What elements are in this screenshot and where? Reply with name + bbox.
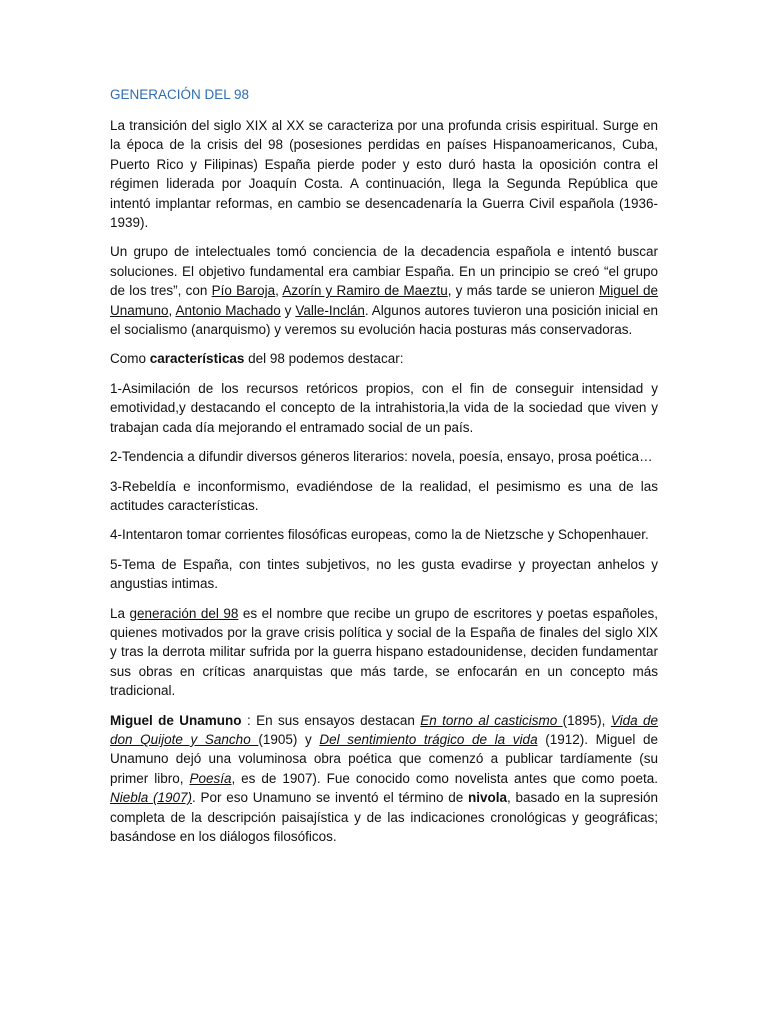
text-run: , y más tarde se unieron — [447, 283, 599, 299]
document-title: GENERACIÓN DEL 98 — [110, 87, 250, 102]
work-title[interactable]: Vida de don Quijote y Sancho — [110, 712, 659, 747]
text-run: , basado en la supresión completa de la descripción paisajística y de las indicaciones cronológicas y geográficas; basándose en los diálogos filosóficos. — [110, 790, 658, 844]
intellectuals-paragraph — [110, 242, 658, 339]
characteristic-item-5: 5-Tema de España, con tintes subjetivos, no les gusta evadirse y proyectan anhelos y angustias intimas. — [110, 556, 658, 592]
text-run: es el nombre que recibe un grupo de escritores y poetas españoles, quienes motivados por la grave crisis política y social de la España de finales del siglo XlX y tras la derrota militar sufrida por la guerra hispano estadounidense, deciden fundamentar sus obras en críticas anarquistas que más tarde, se enfocarán en un concepto más tradicional. — [110, 605, 658, 699]
text-run: . Algunos autores tuvieron una posición inicial en el socialismo (anarquismo) y veremos su evolución hacia posturas más conservadoras. — [110, 302, 658, 338]
definition-paragraph — [110, 604, 658, 701]
text-run: Un grupo de intelectuales tomó conciencia de la decadencia española e intentó buscar soluciones. El objetivo fundamental era cambiar España. En un principio se creó “el grupo de los tres”, con — [110, 244, 658, 299]
text-run: (1895), — [562, 712, 611, 728]
characteristic-item-2: 2-Tendencia a difundir diversos géneros literarios: novela, poesía, ensayo, prosa poética… — [110, 449, 653, 465]
bold-term: nivola — [467, 790, 507, 806]
work-title[interactable]: Niebla (1907) — [110, 790, 193, 806]
work-title[interactable]: Del sentimiento trágico de la vida — [319, 731, 538, 747]
characteristic-item-1: 1-Asimilación de los recursos retóricos propios, con el fin de conseguir intensidad y emotividad,y destacando el concepto de la intrahistoria,la vida de la sociedad que viven y trabajan cada día mejorando el entramado social de un país. — [110, 380, 658, 435]
characteristic-item-3: 3-Rebeldía e inconformismo, evadiéndose de la realidad, el pesimismo es una de las actitudes características. — [110, 478, 658, 513]
link-azorin-maeztu[interactable]: Azorín y Ramiro de Maeztu — [282, 283, 448, 299]
characteristic-item-4: 4-Intentaron tomar corrientes filosóficas europeas, como la de Nietzsche y Schopenhauer. — [110, 527, 649, 543]
text-run: , es de 1907). Fue conocido como novelista antes que como poeta. — [231, 770, 658, 786]
characteristics-intro — [110, 349, 658, 368]
work-title[interactable]: En torno al casticismo — [420, 712, 563, 728]
intro-paragraph: La transición del siglo XIX al XX se caracteriza por una profunda crisis espiritual. Surge en la época de la crisis del 98 (posesiones perdidas en países Hispanoamericanos, Cuba, Puerto Rico y Filipinas) España pierde poder y esto duró hasta la oposición contra el régimen liderada por Joaquín Costa. A continuación, llega la Segunda República que intentó implantar reformas, en cambio se desencadenaría la Guerra Civil española (1936-1939). — [110, 118, 658, 231]
text-run: La — [110, 605, 130, 621]
bold-term: características — [149, 351, 245, 367]
link-antonio-machado[interactable]: Antonio Machado — [175, 302, 281, 318]
link-miguel-de-unamuno[interactable]: Miguel de Unamuno — [110, 283, 658, 318]
text-run: (1912). Miguel de Unamuno dejó una voluminosa obra poética que comenzó a publicar tardíamente (su primer libro, — [110, 731, 659, 786]
text-run: , — [168, 302, 176, 318]
bold-author-name: Miguel de Unamuno — [110, 712, 242, 728]
text-run: : En sus ensayos destacan — [241, 712, 421, 728]
text-run: . Por eso Unamuno se inventó el término de — [192, 790, 468, 806]
work-title[interactable]: Poesía — [189, 770, 232, 786]
text-run: , — [275, 283, 283, 299]
link-pio-baroja[interactable]: Pío Baroja — [211, 283, 276, 299]
link-generacion-del-98[interactable]: generación del 98 — [129, 605, 239, 621]
unamuno-paragraph — [110, 711, 658, 847]
text-run: Como — [110, 351, 150, 367]
text-run: del 98 podemos destacar: — [244, 351, 404, 367]
text-run: (1905) y — [258, 731, 320, 747]
text-run: y — [280, 302, 296, 318]
link-valle-inclan[interactable]: Valle-Inclán — [295, 302, 365, 318]
